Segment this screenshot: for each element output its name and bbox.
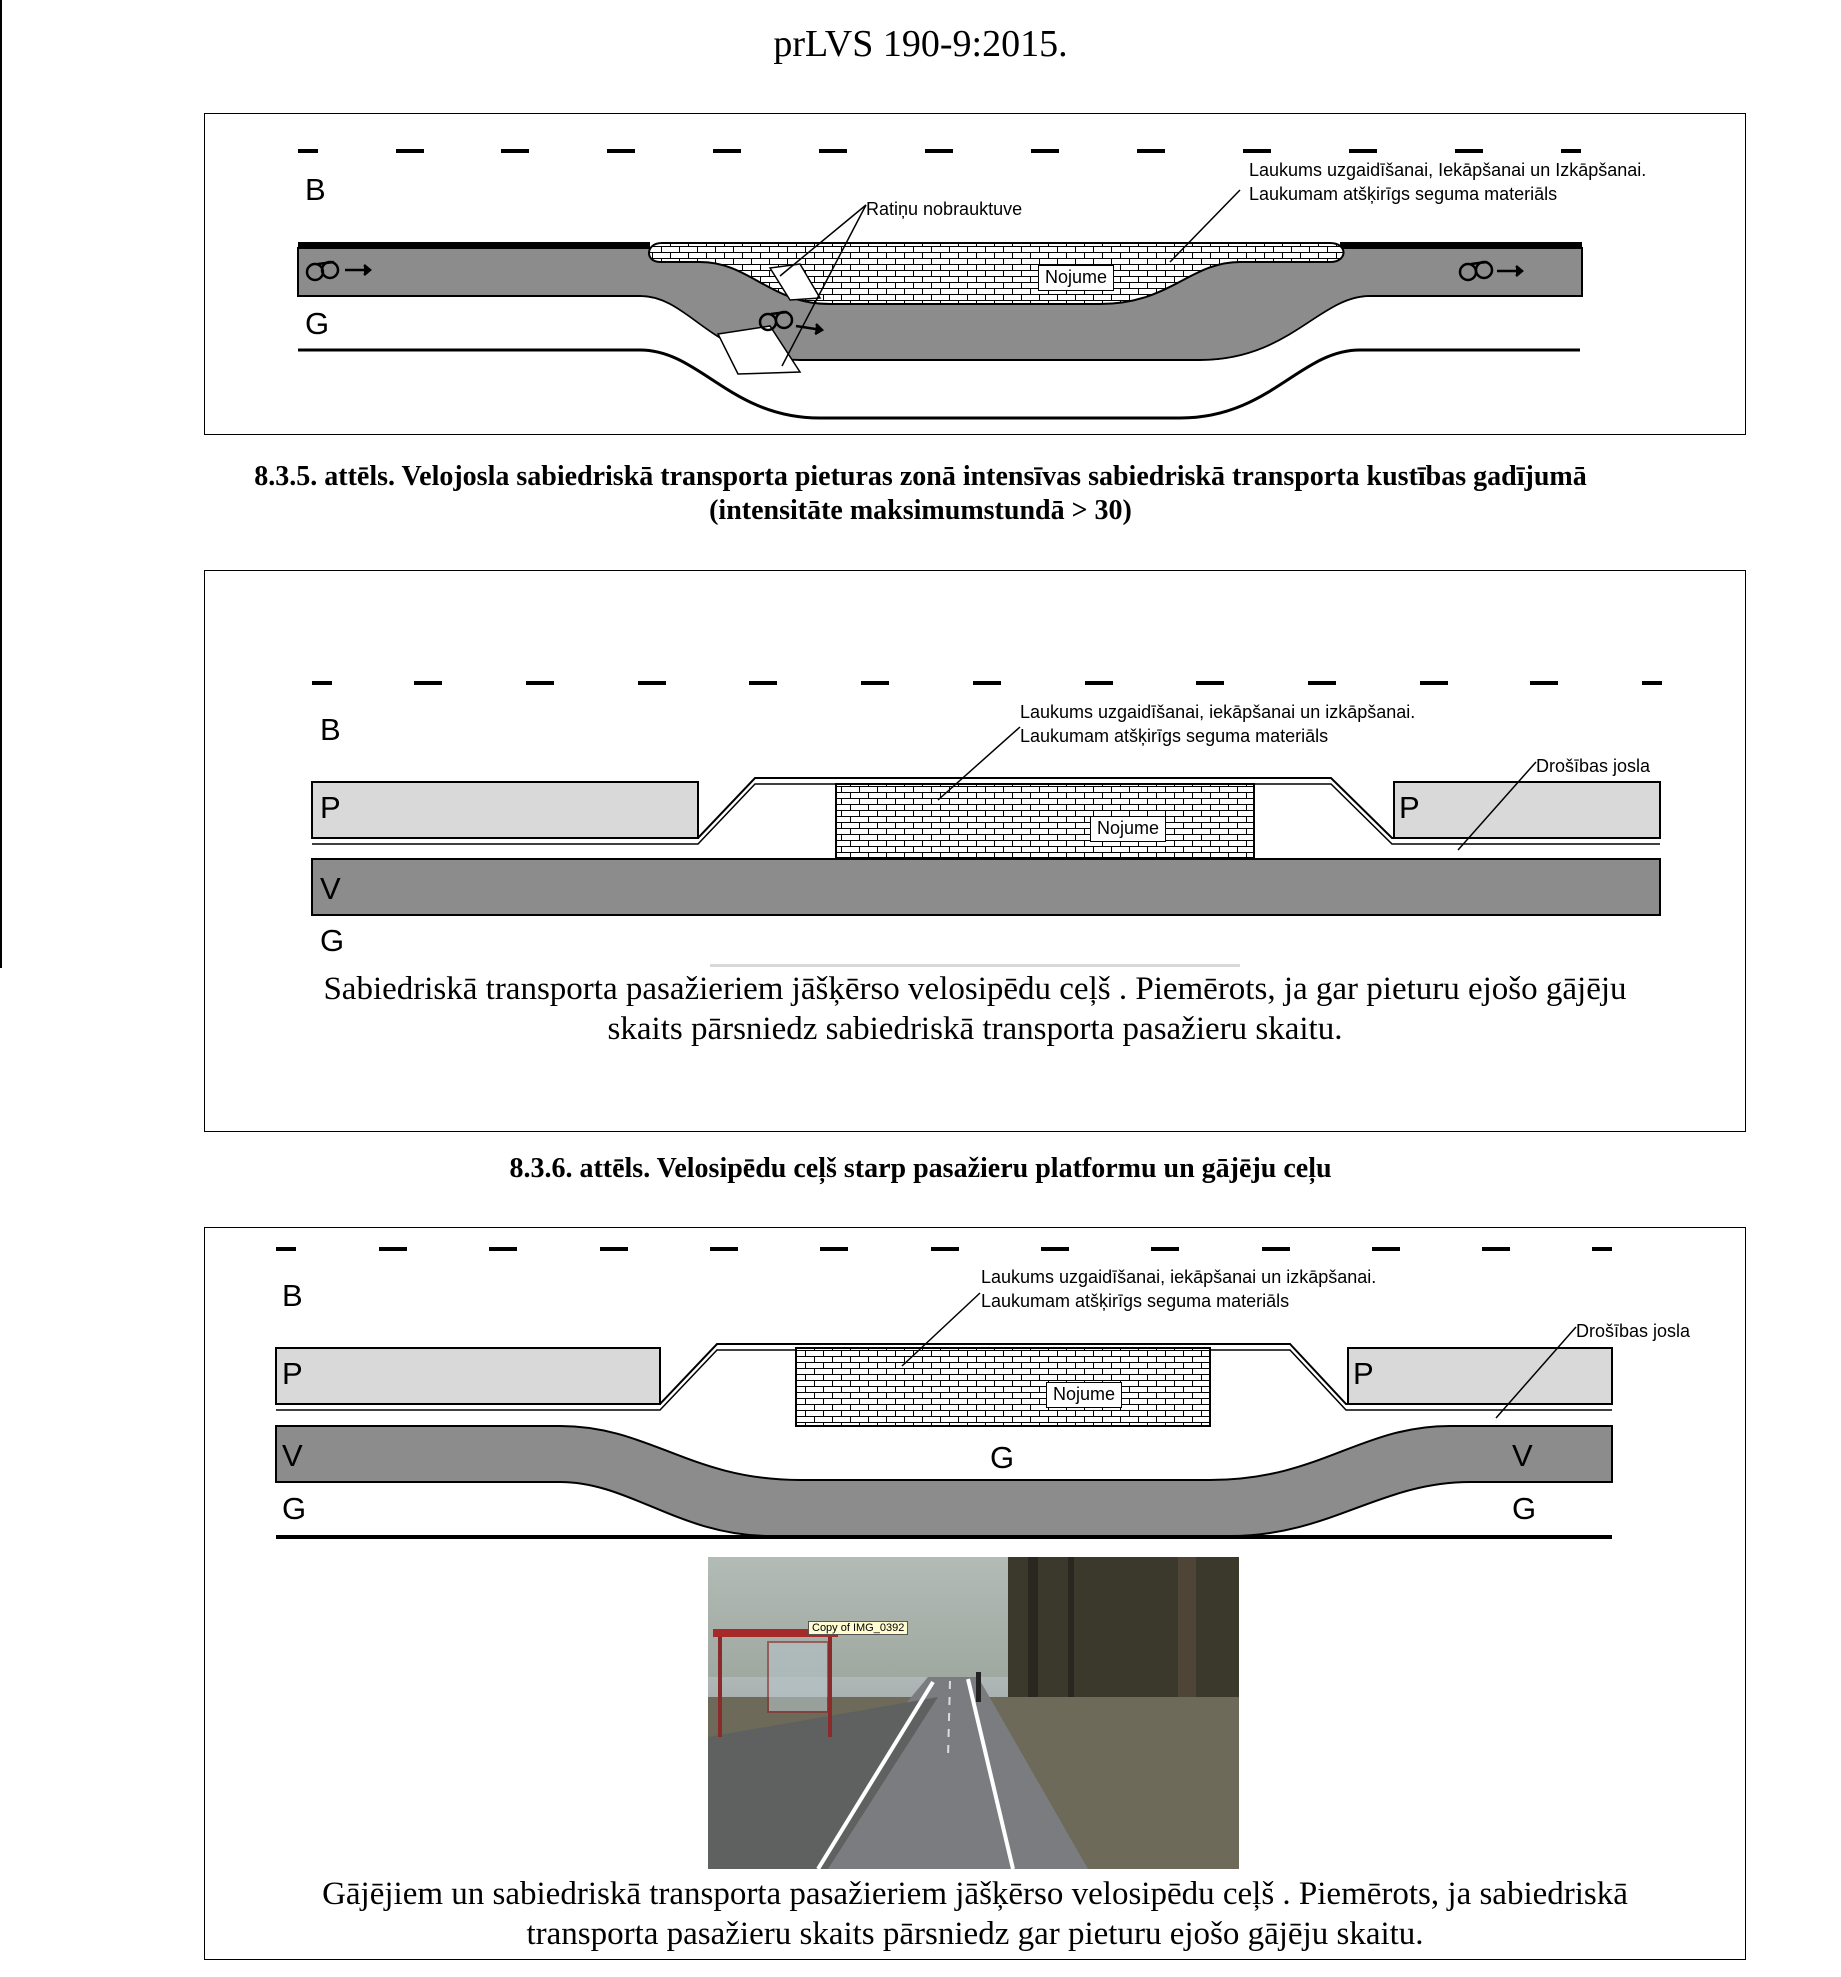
bike-path-curved <box>276 1426 1612 1536</box>
document-header: prLVS 190-9:2015. <box>773 23 1068 65</box>
walkway-label-g-right: G <box>1512 1491 1537 1526</box>
photo-filename-tag: Copy of IMG_0392 <box>808 1621 908 1635</box>
figure-2-description-line-1: Sabiedriskā transporta pasažieriem jāšķērso velosipēdu ceļš . Piemērots, ja gar pieturu ejošo gājēju <box>323 971 1627 1007</box>
lane-label-b: B <box>305 172 326 207</box>
shelter-label: Nojume <box>1046 1382 1122 1408</box>
area-note-line-2: Laukumam atšķirīgs seguma materiāls <box>1249 184 1558 205</box>
area-note <box>981 1265 1376 1314</box>
area-note-line-1: Laukums uzgaidīšanai, Iekāpšanai un Izkāpšanai. <box>1249 160 1647 180</box>
platform-right <box>1348 1348 1612 1404</box>
figure-3-description-line-2: transporta pasažieru skaits pārsniedz gar pieturu ejošo gājēju skaitu. <box>526 1915 1424 1952</box>
figure-2-caption: 8.3.6. attēls. Velosipēdu ceļš starp pasažieru platformu un gājēju ceļu <box>509 1153 1332 1184</box>
figure-3-description-line-1: Gājējiem un sabiedriskā transporta pasažieriem jāšķērso velosipēdu ceļš . Piemērots, ja sabiedriskā <box>322 1876 1628 1912</box>
shelter-label: Nojume <box>1090 816 1166 842</box>
area-note-line-1: Laukums uzgaidīšanai, iekāpšanai un izkāpšanai. <box>981 1267 1377 1287</box>
lane-label-b: B <box>282 1278 303 1313</box>
ramp-note: Ratiņu nobrauktuve <box>866 199 1023 219</box>
platform-label-p-left: P <box>320 790 341 825</box>
figure-3-description <box>206 1875 1744 1954</box>
bike-path-label-v-left: V <box>282 1438 303 1473</box>
figure-1-caption-line-2: (intensitāte maksimumstundā > 30) <box>709 494 1132 526</box>
lane-label-b: B <box>320 712 341 747</box>
bike-path-label-v-right: V <box>1512 1438 1533 1473</box>
area-note-line-2: Laukumam atšķirīgs seguma materiāls <box>981 1291 1290 1312</box>
platform-left <box>276 1348 660 1404</box>
bike-path-label-v: V <box>320 871 341 906</box>
area-note-line-2: Laukumam atšķirīgs seguma materiāls <box>1020 726 1329 747</box>
safety-strip-note: Drošības josla <box>1576 1321 1691 1341</box>
waiting-area-paving <box>796 1348 1210 1426</box>
walkway-label-g-center: G <box>990 1440 1015 1475</box>
shelter-label: Nojume <box>1038 265 1114 291</box>
walkway-label-g-left: G <box>282 1491 307 1526</box>
area-note-line-1: Laukums uzgaidīšanai, iekāpšanai un izkāpšanai. <box>1020 702 1416 722</box>
figure-1-caption-line-1: 8.3.5. attēls. Velojosla sabiedriskā transporta pieturas zonā intensīvas sabiedriskā transporta kustības gadījumā <box>254 461 1587 492</box>
photo-scene <box>708 1557 1239 1869</box>
platform-label-p-right: P <box>1353 1356 1374 1391</box>
figure-2-description-line-2: skaits pārsniedz sabiedriskā transporta pasažieru skaitu. <box>607 1010 1343 1047</box>
lane-label-g: G <box>305 306 330 341</box>
bus-stop-photo <box>708 1557 1239 1869</box>
platform-label-p-left: P <box>282 1356 303 1391</box>
safety-strip-note: Drošības josla <box>1536 756 1651 776</box>
platform-label-p-right: P <box>1399 790 1420 825</box>
walkway-label-g: G <box>320 923 345 958</box>
